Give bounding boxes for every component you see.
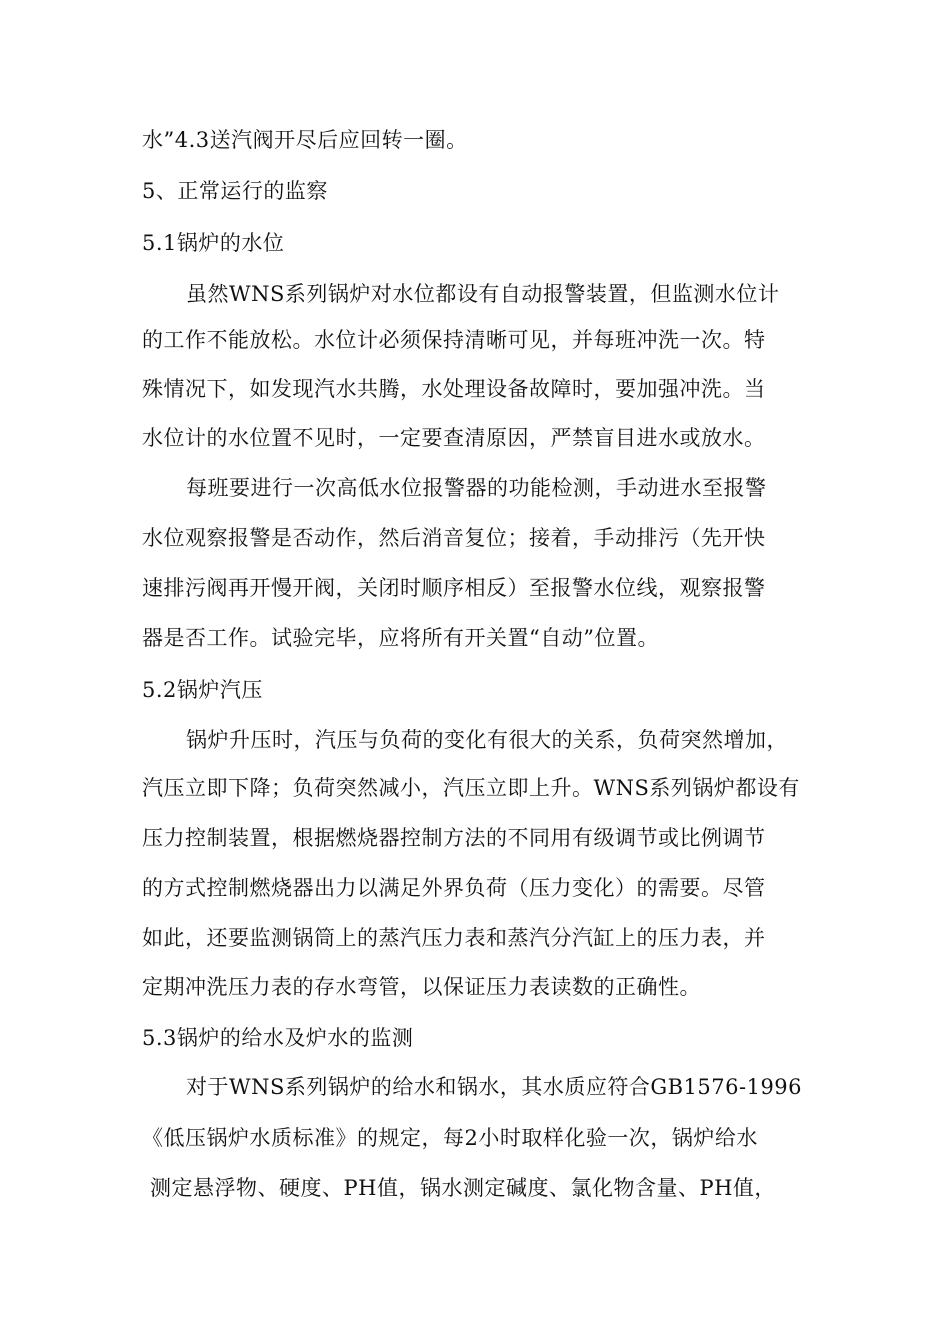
paragraph-line: 压力控制装置，根据燃烧器控制方法的不同用有级调节或比例调节: [142, 826, 766, 850]
paragraph-line: 测定悬浮物、硬度、PH值，锅水测定碱度、氯化物含量、PH值，: [150, 1176, 776, 1200]
section-heading-5: 5、正常运行的监察: [142, 179, 328, 203]
paragraph-line: 水位计的水位置不见时，一定要查清原因，严禁盲目进水或放水。: [142, 426, 766, 450]
paragraph-line: 锅炉升压时，汽压与负荷的变化有很大的关系，负荷突然增加，: [186, 728, 788, 752]
paragraph-line: 如此，还要监测锅筒上的蒸汽压力表和蒸汽分汽缸上的压力表，并: [142, 926, 766, 950]
paragraph-line: 虽然WNS系列锅炉对水位都设有自动报警装置，但监测水位计: [186, 282, 780, 306]
text-line-continuation: 水”4.3送汽阀开尽后应回转一圈。: [142, 128, 468, 152]
paragraph-line: 汽压立即下降；负荷突然减小，汽压立即上升。WNS系列锅炉都设有: [142, 776, 800, 800]
subsection-heading-5-1: 5.1锅炉的水位: [142, 231, 285, 255]
paragraph-line: 对于WNS系列锅炉的给水和锅水，其水质应符合GB1576-1996: [186, 1075, 803, 1099]
paragraph-line: 器是否工作。试验完毕，应将所有开关置“自动”位置。: [142, 626, 659, 650]
paragraph-line: 水位观察报警是否动作，然后消音复位；接着，手动排污（先开快: [142, 526, 766, 550]
paragraph-line: 定期冲洗压力表的存水弯管，以保证压力表读数的正确性。: [142, 975, 701, 999]
paragraph-line: 每班要进行一次高低水位报警器的功能检测，手动进水至报警: [186, 476, 767, 500]
paragraph-line: 《低压锅炉水质标准》的规定，每2小时取样化验一次，锅炉给水: [142, 1126, 758, 1150]
paragraph-line: 的方式控制燃烧器出力以满足外界负荷（压力变化）的需要。尽管: [142, 876, 766, 900]
subsection-heading-5-2: 5.2锅炉汽压: [142, 678, 263, 702]
paragraph-line: 速排污阀再开慢开阀，关闭时顺序相反）至报警水位线，观察报警: [142, 576, 766, 600]
paragraph-line: 殊情况下，如发现汽水共腾，水处理设备故障时，要加强冲洗。当: [142, 377, 766, 401]
paragraph-line: 的工作不能放松。水位计必须保持清晰可见，并每班冲洗一次。特: [142, 328, 766, 352]
subsection-heading-5-3: 5.3锅炉的给水及炉水的监测: [142, 1026, 414, 1050]
